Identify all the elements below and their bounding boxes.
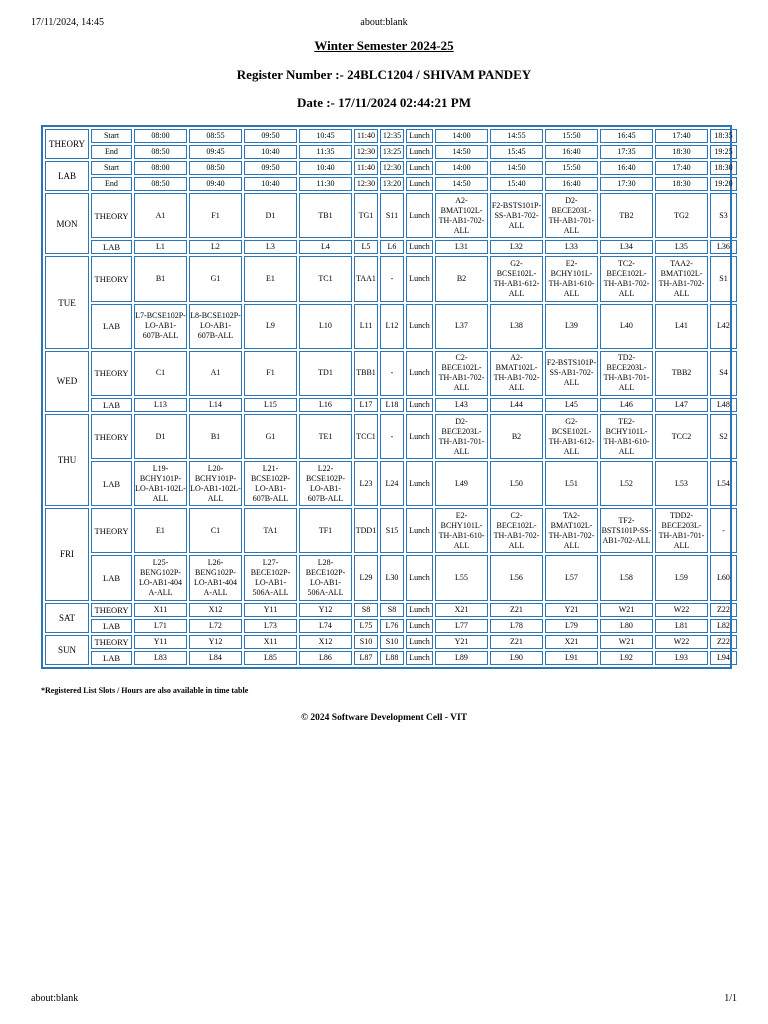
slot-cell: S2 <box>710 414 737 459</box>
slot-cell: L4 <box>299 240 352 254</box>
timing-type-label: LAB <box>45 161 89 191</box>
slot-cell: F1 <box>244 351 297 396</box>
slot-cell: W22 <box>655 635 708 649</box>
slot-cell: S8 <box>380 603 404 617</box>
slot-cell: TG1 <box>354 193 378 238</box>
slot-type-label: THEORY <box>91 635 132 649</box>
slot-cell: L21-BCSE102P-LO-AB1-607B-ALL <box>244 461 297 506</box>
slot-cell: L27-BECE102P-LO-AB1-506A-ALL <box>244 555 297 600</box>
time-cell: 11:40 <box>354 129 378 143</box>
slot-type-label: THEORY <box>91 351 132 396</box>
slot-cell: L84 <box>189 651 242 665</box>
slot-cell: L42 <box>710 304 737 349</box>
time-cell: 17:30 <box>600 177 653 191</box>
slot-cell: L6 <box>380 240 404 254</box>
slot-cell: L38 <box>490 304 543 349</box>
slot-cell: L1 <box>134 240 187 254</box>
slot-cell: L12 <box>380 304 404 349</box>
time-cell: 13:20 <box>380 177 404 191</box>
slot-cell: L28-BECE102P-LO-AB1-506A-ALL <box>299 555 352 600</box>
slot-cell: S1 <box>710 256 737 301</box>
slot-cell: X12 <box>189 603 242 617</box>
slot-cell: S4 <box>710 351 737 396</box>
slot-cell: TA1 <box>244 508 297 553</box>
slot-cell: TG2 <box>655 193 708 238</box>
time-cell: Lunch <box>406 129 433 143</box>
slot-cell: Y21 <box>545 603 598 617</box>
slot-cell: L3 <box>244 240 297 254</box>
slot-cell: TAA1 <box>354 256 378 301</box>
slot-cell: Lunch <box>406 619 433 633</box>
time-cell: 14:00 <box>435 129 488 143</box>
time-cell: Lunch <box>406 161 433 175</box>
time-cell: 17:40 <box>655 161 708 175</box>
timing-row <box>45 129 737 143</box>
slot-cell: L19-BCHY101P-LO-AB1-102L-ALL <box>134 461 187 506</box>
slot-cell: S8 <box>354 603 378 617</box>
slot-cell: Z21 <box>490 603 543 617</box>
semester-title: Winter Semester 2024-25 <box>314 38 454 53</box>
day-label: TUE <box>45 256 89 348</box>
slot-cell: L47 <box>655 398 708 412</box>
slot-cell: G1 <box>189 256 242 301</box>
slot-cell: L37 <box>435 304 488 349</box>
slot-cell: L81 <box>655 619 708 633</box>
theory-row <box>45 256 737 301</box>
slot-cell: G2-BCSE102L-TH-AB1-612-ALL <box>490 256 543 301</box>
time-cell: 14:55 <box>490 129 543 143</box>
slot-cell: L78 <box>490 619 543 633</box>
time-cell: 16:45 <box>600 129 653 143</box>
slot-cell: L45 <box>545 398 598 412</box>
slot-cell: L76 <box>380 619 404 633</box>
slot-cell: L72 <box>189 619 242 633</box>
time-cell: 11:30 <box>299 177 352 191</box>
slot-cell: B1 <box>134 256 187 301</box>
slot-cell: L36 <box>710 240 737 254</box>
time-cell: 08:00 <box>134 161 187 175</box>
slot-cell: X12 <box>299 635 352 649</box>
time-cell: 19:20 <box>710 177 737 191</box>
slot-cell: TB2 <box>600 193 653 238</box>
slot-cell: L9 <box>244 304 297 349</box>
slot-cell: L80 <box>600 619 653 633</box>
slot-type-label: THEORY <box>91 603 132 617</box>
slot-cell: S3 <box>710 193 737 238</box>
slot-cell: L44 <box>490 398 543 412</box>
copyright: © 2024 Software Development Cell - VIT <box>300 713 468 723</box>
slot-cell: - <box>380 256 404 301</box>
slot-cell: L8-BCSE102P-LO-AB1-607B-ALL <box>189 304 242 349</box>
slot-cell: TDD2-BECE203L-TH-AB1-701-ALL <box>655 508 708 553</box>
slot-cell: TE2-BCHY101L-TH-AB1-610-ALL <box>600 414 653 459</box>
slot-cell: L46 <box>600 398 653 412</box>
slot-cell: L18 <box>380 398 404 412</box>
slot-cell: W22 <box>655 603 708 617</box>
time-cell: 09:50 <box>244 161 297 175</box>
slot-cell: TBB1 <box>354 351 378 396</box>
print-url: about:blank <box>360 17 408 28</box>
slot-cell: L49 <box>435 461 488 506</box>
slot-cell: L83 <box>134 651 187 665</box>
slot-cell: L58 <box>600 555 653 600</box>
slot-cell: L93 <box>655 651 708 665</box>
slot-cell: C1 <box>134 351 187 396</box>
slot-type-label: THEORY <box>91 193 132 238</box>
slot-cell: D2-BECE203L-TH-AB1-701-ALL <box>435 414 488 459</box>
print-header <box>31 17 737 31</box>
slot-cell: E2-BCHY101L-TH-AB1-610-ALL <box>435 508 488 553</box>
slot-cell: L71 <box>134 619 187 633</box>
slot-cell: TCC1 <box>354 414 378 459</box>
slot-cell: X21 <box>435 603 488 617</box>
slot-cell: S10 <box>354 635 378 649</box>
slot-cell: Lunch <box>406 555 433 600</box>
slot-cell: Lunch <box>406 414 433 459</box>
slot-cell: A2-BMAT102L-TH-AB1-702-ALL <box>490 351 543 396</box>
slot-cell: B1 <box>189 414 242 459</box>
slot-cell: L24 <box>380 461 404 506</box>
slot-cell: TD2-BECE203L-TH-AB1-701-ALL <box>600 351 653 396</box>
timetable <box>43 127 739 667</box>
time-cell: 12:30 <box>354 177 378 191</box>
slot-cell: L32 <box>490 240 543 254</box>
time-cell: 10:40 <box>244 177 297 191</box>
slot-cell: Z22 <box>710 603 737 617</box>
timing-row <box>45 161 737 175</box>
slot-cell: L5 <box>354 240 378 254</box>
time-cell: 08:55 <box>189 129 242 143</box>
slot-cell: - <box>380 414 404 459</box>
day-label: MON <box>45 193 89 254</box>
slot-cell: L90 <box>490 651 543 665</box>
footer-url: about:blank <box>31 993 79 1004</box>
timing-row <box>45 145 737 159</box>
theory-row <box>45 414 737 459</box>
timing-row <box>45 177 737 191</box>
slot-cell: - <box>380 351 404 396</box>
timing-row-label: End <box>91 177 132 191</box>
time-cell: 10:40 <box>244 145 297 159</box>
theory-row <box>45 351 737 396</box>
slot-cell: L43 <box>435 398 488 412</box>
slot-cell: Z22 <box>710 635 737 649</box>
slot-cell: TDD1 <box>354 508 378 553</box>
slot-cell: L16 <box>299 398 352 412</box>
slot-cell: X21 <box>545 635 598 649</box>
slot-cell: C2-BECE102L-TH-AB1-702-ALL <box>435 351 488 396</box>
lab-row <box>45 651 737 665</box>
slot-cell: Y12 <box>189 635 242 649</box>
time-cell: 17:35 <box>600 145 653 159</box>
slot-cell: TC2-BECE102L-TH-AB1-702-ALL <box>600 256 653 301</box>
time-cell: 11:35 <box>299 145 352 159</box>
slot-cell: A2-BMAT102L-TH-AB1-702-ALL <box>435 193 488 238</box>
time-cell: 18:30 <box>655 145 708 159</box>
slot-cell: A1 <box>189 351 242 396</box>
time-cell: 18:35 <box>710 129 737 143</box>
slot-cell: L87 <box>354 651 378 665</box>
theory-row <box>45 635 737 649</box>
time-cell: 12:30 <box>380 161 404 175</box>
time-cell: 08:00 <box>134 129 187 143</box>
slot-cell: X11 <box>134 603 187 617</box>
slot-cell: L13 <box>134 398 187 412</box>
slot-cell: L33 <box>545 240 598 254</box>
slot-cell: L75 <box>354 619 378 633</box>
slot-cell: L10 <box>299 304 352 349</box>
slot-cell: B2 <box>490 414 543 459</box>
time-cell: 09:45 <box>189 145 242 159</box>
slot-cell: E2-BCHY101L-TH-AB1-610-ALL <box>545 256 598 301</box>
slot-cell: E1 <box>244 256 297 301</box>
slot-cell: L29 <box>354 555 378 600</box>
slot-cell: L86 <box>299 651 352 665</box>
time-cell: 16:40 <box>600 161 653 175</box>
time-cell: 15:50 <box>545 161 598 175</box>
time-cell: 14:50 <box>435 145 488 159</box>
slot-type-label: LAB <box>91 651 132 665</box>
slot-cell: Y11 <box>244 603 297 617</box>
slot-cell: Y12 <box>299 603 352 617</box>
slot-cell: C2-BECE102L-TH-AB1-702-ALL <box>490 508 543 553</box>
slot-cell: A1 <box>134 193 187 238</box>
day-label: THU <box>45 414 89 506</box>
slot-cell: L85 <box>244 651 297 665</box>
print-datetime: 17/11/2024, 14:45 <box>31 17 104 28</box>
slot-cell: L54 <box>710 461 737 506</box>
time-cell: Lunch <box>406 177 433 191</box>
slot-cell: TD1 <box>299 351 352 396</box>
time-cell: 16:40 <box>545 145 598 159</box>
slot-cell: TCC2 <box>655 414 708 459</box>
report-date: Date :- 17/11/2024 02:44:21 PM <box>296 95 472 110</box>
slot-cell: E1 <box>134 508 187 553</box>
slot-cell: TF2-BSTS101P-SS-AB1-702-ALL <box>600 508 653 553</box>
registered-slots-note: *Registered List Slots / Hours are also available in time table <box>41 686 249 695</box>
slot-cell: TF1 <box>299 508 352 553</box>
slot-cell: Lunch <box>406 651 433 665</box>
slot-cell: TAA2-BMAT102L-TH-AB1-702-ALL <box>655 256 708 301</box>
slot-cell: L23 <box>354 461 378 506</box>
lab-row <box>45 240 737 254</box>
slot-type-label: LAB <box>91 555 132 600</box>
time-cell: 14:50 <box>435 177 488 191</box>
slot-cell: S15 <box>380 508 404 553</box>
slot-cell: W21 <box>600 635 653 649</box>
slot-cell: L53 <box>655 461 708 506</box>
slot-type-label: LAB <box>91 619 132 633</box>
slot-cell: L25-BENG102P-LO-AB1-404 A-ALL <box>134 555 187 600</box>
slot-cell: TC1 <box>299 256 352 301</box>
slot-cell: X11 <box>244 635 297 649</box>
time-cell: 18:30 <box>710 161 737 175</box>
slot-cell: TB1 <box>299 193 352 238</box>
time-cell: 13:25 <box>380 145 404 159</box>
time-cell: 19:25 <box>710 145 737 159</box>
slot-cell: S10 <box>380 635 404 649</box>
time-cell: 08:50 <box>189 161 242 175</box>
slot-cell: L11 <box>354 304 378 349</box>
day-label: SUN <box>45 635 89 665</box>
slot-cell: TBB2 <box>655 351 708 396</box>
slot-cell: B2 <box>435 256 488 301</box>
slot-cell: L55 <box>435 555 488 600</box>
slot-cell: L57 <box>545 555 598 600</box>
page-number: 1/1 <box>724 993 737 1004</box>
time-cell: 10:45 <box>299 129 352 143</box>
register-number: Register Number :- 24BLC1204 / SHIVAM PANDEY <box>236 67 532 82</box>
slot-cell: F2-BSTS101P-SS-AB1-702-ALL <box>490 193 543 238</box>
slot-cell: Lunch <box>406 461 433 506</box>
time-cell: 09:50 <box>244 129 297 143</box>
slot-cell: L35 <box>655 240 708 254</box>
slot-cell: L30 <box>380 555 404 600</box>
slot-cell: L60 <box>710 555 737 600</box>
slot-cell: L79 <box>545 619 598 633</box>
slot-cell: L50 <box>490 461 543 506</box>
slot-cell: L7-BCSE102P-LO-AB1-607B-ALL <box>134 304 187 349</box>
time-cell: 16:40 <box>545 177 598 191</box>
slot-cell: L40 <box>600 304 653 349</box>
slot-cell: D1 <box>134 414 187 459</box>
time-cell: 12:35 <box>380 129 404 143</box>
time-cell: 15:45 <box>490 145 543 159</box>
slot-cell: L2 <box>189 240 242 254</box>
time-cell: 18:30 <box>655 177 708 191</box>
slot-type-label: THEORY <box>91 414 132 459</box>
slot-cell: L82 <box>710 619 737 633</box>
time-cell: 08:50 <box>134 145 187 159</box>
timing-row-label: Start <box>91 161 132 175</box>
slot-cell: L15 <box>244 398 297 412</box>
timing-row-label: End <box>91 145 132 159</box>
slot-cell: L89 <box>435 651 488 665</box>
time-cell: 15:40 <box>490 177 543 191</box>
lab-row <box>45 304 737 349</box>
time-cell: 11:40 <box>354 161 378 175</box>
time-cell: Lunch <box>406 145 433 159</box>
slot-cell: Lunch <box>406 351 433 396</box>
lab-row <box>45 555 737 600</box>
slot-type-label: LAB <box>91 304 132 349</box>
day-label: FRI <box>45 508 89 600</box>
slot-type-label: THEORY <box>91 256 132 301</box>
slot-cell: Y21 <box>435 635 488 649</box>
time-cell: 15:50 <box>545 129 598 143</box>
slot-cell: L91 <box>545 651 598 665</box>
slot-cell: D2-BECE203L-TH-AB1-701-ALL <box>545 193 598 238</box>
timing-type-label: THEORY <box>45 129 89 159</box>
theory-row <box>45 193 737 238</box>
slot-cell: Lunch <box>406 508 433 553</box>
slot-cell: F1 <box>189 193 242 238</box>
time-cell: 08:50 <box>134 177 187 191</box>
time-cell: 10:40 <box>299 161 352 175</box>
slot-cell: L39 <box>545 304 598 349</box>
time-cell: 17:40 <box>655 129 708 143</box>
slot-cell: L92 <box>600 651 653 665</box>
slot-type-label: LAB <box>91 461 132 506</box>
slot-type-label: THEORY <box>91 508 132 553</box>
time-cell: 09:40 <box>189 177 242 191</box>
slot-cell: Lunch <box>406 256 433 301</box>
timetable-frame <box>41 125 732 669</box>
slot-cell: Lunch <box>406 635 433 649</box>
lab-row <box>45 619 737 633</box>
slot-cell: G1 <box>244 414 297 459</box>
slot-cell: Lunch <box>406 240 433 254</box>
slot-cell: L26-BENG102P-LO-AB1-404 A-ALL <box>189 555 242 600</box>
slot-cell: D1 <box>244 193 297 238</box>
slot-cell: G2-BCSE102L-TH-AB1-612-ALL <box>545 414 598 459</box>
print-footer <box>31 993 737 1007</box>
lab-row <box>45 398 737 412</box>
slot-cell: TA2-BMAT102L-TH-AB1-702-ALL <box>545 508 598 553</box>
slot-cell: L88 <box>380 651 404 665</box>
slot-cell: L77 <box>435 619 488 633</box>
theory-row <box>45 603 737 617</box>
time-cell: 14:00 <box>435 161 488 175</box>
slot-cell: L41 <box>655 304 708 349</box>
slot-cell: W21 <box>600 603 653 617</box>
slot-cell: Lunch <box>406 304 433 349</box>
day-label: WED <box>45 351 89 412</box>
slot-cell: L94 <box>710 651 737 665</box>
slot-cell: C1 <box>189 508 242 553</box>
time-cell: 14:50 <box>490 161 543 175</box>
slot-cell: Lunch <box>406 603 433 617</box>
slot-cell: L20-BCHY101P-LO-AB1-102L-ALL <box>189 461 242 506</box>
slot-cell: L34 <box>600 240 653 254</box>
slot-cell: L59 <box>655 555 708 600</box>
slot-cell: F2-BSTS101P-SS-AB1-702-ALL <box>545 351 598 396</box>
day-label: SAT <box>45 603 89 633</box>
slot-cell: L14 <box>189 398 242 412</box>
slot-cell: S11 <box>380 193 404 238</box>
theory-row <box>45 508 737 553</box>
slot-cell: L56 <box>490 555 543 600</box>
slot-type-label: LAB <box>91 240 132 254</box>
slot-type-label: LAB <box>91 398 132 412</box>
slot-cell: L22-BCSE102P-LO-AB1-607B-ALL <box>299 461 352 506</box>
lab-row <box>45 461 737 506</box>
timing-row-label: Start <box>91 129 132 143</box>
slot-cell: Y11 <box>134 635 187 649</box>
slot-cell: Z21 <box>490 635 543 649</box>
slot-cell: Lunch <box>406 398 433 412</box>
time-cell: 12:30 <box>354 145 378 159</box>
slot-cell: L17 <box>354 398 378 412</box>
slot-cell: L48 <box>710 398 737 412</box>
slot-cell: Lunch <box>406 193 433 238</box>
slot-cell: - <box>710 508 737 553</box>
slot-cell: L73 <box>244 619 297 633</box>
slot-cell: TE1 <box>299 414 352 459</box>
slot-cell: L31 <box>435 240 488 254</box>
slot-cell: L52 <box>600 461 653 506</box>
slot-cell: L51 <box>545 461 598 506</box>
slot-cell: L74 <box>299 619 352 633</box>
